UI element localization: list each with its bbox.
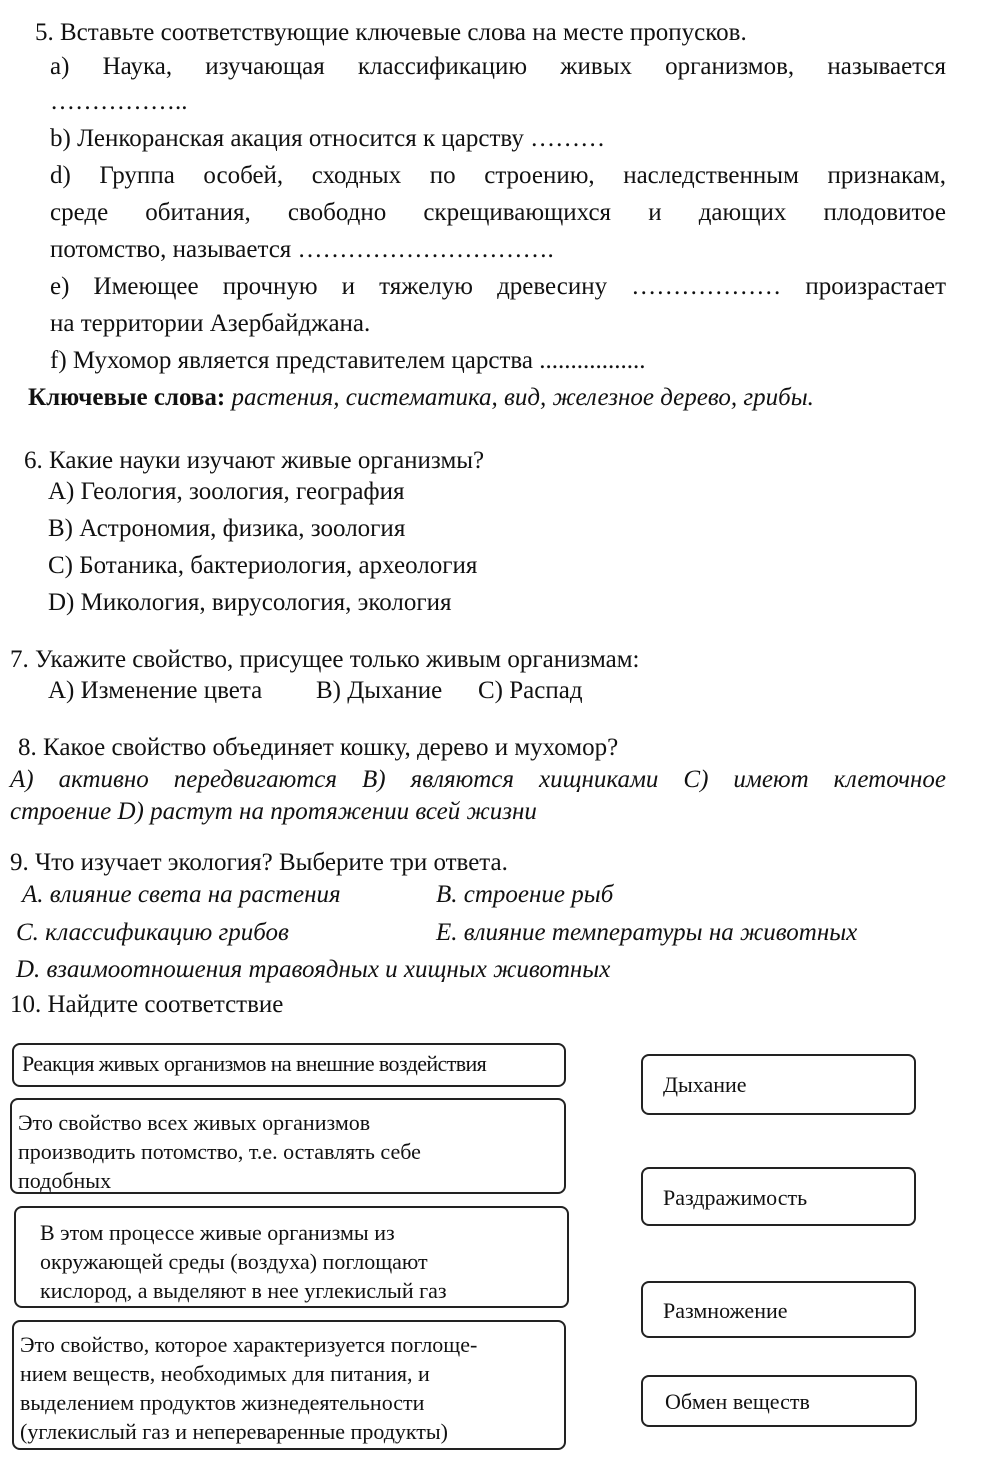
q7-option-a: A) Изменение цвета (48, 677, 263, 704)
match-left-box-3 (14, 1206, 569, 1308)
q7-title: 7. Укажите свойство, присущее только живым организмам: (10, 646, 640, 673)
match-left-2-line-2: производить потомство, т.е. оставлять себе (18, 1139, 421, 1164)
match-left-4-line-3: выделением продуктов жизнедеятельности (20, 1390, 425, 1415)
q8-options-line2: строение D) растут на протяжении всей жизни (10, 798, 537, 825)
q5-d-line2: среде обитания, свободно скрещивающихся и дающих плодовитое (50, 199, 946, 226)
match-left-3-line-2: окружающей среды (воздуха) поглощают (40, 1249, 428, 1274)
q5-a-line2: …………….. (50, 88, 188, 115)
match-right-box-1 (641, 1054, 916, 1115)
q5-keywords (28, 383, 814, 413)
q5-title: 5. Вставьте соответствующие ключевые слова на месте пропусков. (35, 19, 747, 46)
match-right-3-label: Размножение (663, 1298, 788, 1323)
match-right-box-2 (641, 1167, 916, 1226)
match-left-3-line-3: кислород, а выделяют в нее углекислый газ (40, 1278, 447, 1303)
q5-d-line1: d) Группа особей, сходных по строению, наследственным признакам, (50, 162, 946, 189)
q9-option-c: C. классификацию грибов (16, 919, 289, 946)
q7-option-b: B) Дыхание (316, 677, 443, 704)
match-left-2-line-3: подобных (18, 1168, 112, 1193)
match-right-box-3 (641, 1281, 916, 1338)
match-left-1-line-1: Реакция живых организмов на внешние воздействия (22, 1051, 487, 1076)
q5-d-line3: потомство, называется …………………………. (50, 236, 554, 263)
match-left-box-2 (10, 1098, 566, 1194)
q5-a-line1: а) Наука, изучающая классификацию живых организмов, называется (50, 53, 946, 80)
match-left-4-line-4: (углекислый газ и непереваренные продукты) (20, 1419, 449, 1444)
q5-f: f) Мухомор является представителем царства ................. (50, 347, 646, 374)
keywords-label: Ключевые слова: (28, 384, 226, 411)
q5-e-line2: на территории Азербайджана. (50, 310, 371, 337)
q10-title: 10. Найдите соответствие (10, 991, 284, 1018)
q9-option-b: B. строение рыб (436, 881, 614, 908)
q9-option-a: A. влияние света на растения (22, 881, 341, 908)
match-left-4-line-2: нием веществ, необходимых для питания, и (20, 1361, 430, 1386)
match-right-4-label: Обмен веществ (665, 1389, 810, 1414)
q9-option-d: D. взаимоотношения травоядных и хищных животных (16, 956, 611, 983)
q5-b: b) Ленкоранская акация относится к царству ……… (50, 125, 606, 152)
q8-title: 8. Какое свойство объединяет кошку, дерево и мухомор? (18, 734, 619, 761)
match-left-box-4 (12, 1320, 566, 1450)
match-right-box-4 (641, 1375, 917, 1427)
q6-option-c: C) Ботаника, бактериология, археология (48, 552, 478, 579)
q7-option-c: C) Распад (478, 677, 583, 704)
q9-title: 9. Что изучает экология? Выберите три ответа. (10, 849, 508, 876)
match-right-1-label: Дыхание (663, 1072, 747, 1097)
match-left-box-1 (12, 1043, 566, 1087)
q6-title: 6. Какие науки изучают живые организмы? (24, 447, 485, 474)
match-left-3-line-1: В этом процессе живые организмы из (40, 1220, 395, 1245)
match-right-2-label: Раздражимость (663, 1185, 808, 1210)
q8-options-line1: A) активно передвигаются B) являются хищниками C) имеют клеточное (10, 766, 946, 793)
q5-e-line1: e) Имеющее прочную и тяжелую древесину ……………… произрастает (50, 273, 946, 300)
match-left-4-line-1: Это свойство, которое характеризуется поглоще- (20, 1332, 478, 1357)
q9-option-e: E. влияние температуры на животных (436, 919, 858, 946)
keywords-list: растения, систематика, вид, железное дерево, грибы. (225, 384, 814, 411)
q6-option-d: D) Микология, вирусология, экология (48, 589, 452, 616)
match-left-2-line-1: Это свойство всех живых организмов (18, 1110, 371, 1135)
q6-option-a: A) Геология, зоология, география (48, 478, 405, 505)
q6-option-b: B) Астрономия, физика, зоология (48, 515, 406, 542)
